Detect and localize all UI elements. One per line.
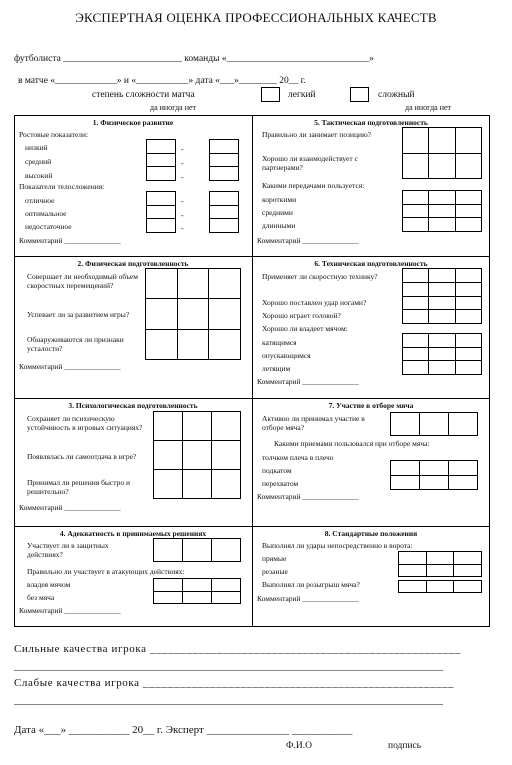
s5-q2: Хорошо ли взаимодействует с партнерами? (262, 154, 358, 173)
s2-q3: Обнаруживаются ли признаки усталости? (27, 335, 124, 354)
growth-dash-3: - (181, 173, 184, 182)
body-excellent: отличное (25, 196, 55, 205)
body-dash-3: - (181, 224, 184, 233)
s6-sub-dropping: опускающимся (262, 351, 311, 360)
player-team-line[interactable]: футболиста _________________________ команды «______________________________» (14, 54, 374, 64)
body-dash-1: - (181, 197, 184, 206)
form-column-divider (252, 115, 253, 627)
s2-q2: Успевает ли за развитием игры? (27, 310, 130, 319)
body-optimal: оптимальное (25, 209, 67, 218)
scale-left: да иногда нет (150, 103, 197, 112)
light-checkbox[interactable] (261, 87, 280, 102)
date-expert-line[interactable]: Дата «___» ___________ 20__ г. Эксперт _______________ ___________ (14, 724, 353, 736)
s2-q1: Совершает ли необходимый объем скоростных перемещений? (27, 272, 139, 291)
s7-q2: Какими приемами пользовался при отборе мяча: (274, 439, 430, 448)
body-dash-2: - (181, 211, 184, 220)
s7-sub-intercept: перехватом (262, 479, 299, 488)
body-grid-right[interactable] (209, 191, 239, 233)
hard-checkbox[interactable] (350, 87, 369, 102)
s4-sub-with-ball: владея мячом (27, 580, 71, 589)
section-5-comment[interactable]: Комментарий _______________ (257, 236, 359, 245)
section-7-title: 7. Участие в отборе мяча (328, 401, 414, 410)
s4-grid-bottom[interactable] (153, 578, 241, 604)
section-2-title: 2. Физическая подготовленность (77, 259, 189, 268)
section-3-comment[interactable]: Комментарий _______________ (19, 503, 121, 512)
s5-grid-bottom[interactable] (402, 190, 482, 232)
row-divider-3 (14, 526, 490, 527)
fio-label: Ф.И.О (286, 741, 312, 751)
hard-label: сложный (378, 90, 415, 100)
s7-sub-shoulder: толчком плеча в плечо (262, 453, 334, 462)
match-date-line[interactable]: в матче «_____________» и «___________» дата «___»________ 20__ г. (18, 76, 306, 86)
s5-q3: Какими передачами пользуется: (262, 181, 365, 190)
section-2-comment[interactable]: Комментарий _______________ (19, 362, 121, 371)
section-1-comment[interactable]: Комментарий _______________ (19, 236, 121, 245)
s6-grid-bottom[interactable] (402, 333, 482, 375)
section-4-title: 4. Адекватность в принимаемых решениях (59, 529, 207, 538)
s6-q3: Хорошо играет головой? (262, 311, 341, 320)
s5-sub-short: короткими (262, 195, 297, 204)
s6-q4: Хорошо ли владеет мячом: (262, 324, 348, 333)
s2-grid[interactable] (145, 268, 241, 360)
growth-low: низкий (25, 143, 48, 152)
weak-qualities-line[interactable]: Слабые качества игрока ___________________________________________________ (14, 677, 455, 689)
s3-q2: Появлялась ли самоотдача в игре? (27, 452, 137, 461)
s6-q1: Применяет ли скоростную технику? (262, 272, 378, 281)
s4-grid-top[interactable] (153, 538, 241, 562)
s5-sub-long: длинными (262, 221, 296, 230)
body-insufficient: недостаточное (25, 222, 72, 231)
s7-grid-bottom[interactable] (390, 460, 478, 490)
row-divider-2 (14, 398, 490, 399)
s8-sub-curved: резаные (262, 567, 288, 576)
body-grid-left[interactable] (146, 191, 176, 233)
growth-high: высокий (25, 171, 53, 180)
light-label: легкий (288, 90, 316, 100)
s8-q2: Выполнял ли розыгрыш мяча? (262, 580, 360, 589)
growth-title: Ростовые показатели: (19, 130, 89, 139)
s5-q1: Правильно ли занимает позицию? (262, 130, 372, 139)
s3-grid[interactable] (153, 411, 241, 499)
s6-grid-top[interactable] (402, 268, 482, 324)
growth-grid-right[interactable] (209, 139, 239, 181)
section-5-title: 5. Тактическая подготовленность (314, 118, 428, 127)
section-4-comment[interactable]: Комментарий _______________ (19, 606, 121, 615)
s4-q1: Участвует ли в защитных действиях? (27, 541, 109, 560)
s8-sub-straight: прямые (262, 554, 287, 563)
s3-q3: Принимал ли решения быстро и решительно? (27, 478, 131, 497)
s5-grid-top[interactable] (402, 127, 482, 179)
body-title: Показатели телосложения: (19, 182, 105, 191)
row-divider-1 (14, 256, 490, 257)
blank-line-1[interactable]: ______________________________________________________________________________ (14, 660, 443, 672)
s4-q2: Правильно ли участвует в атакующих действиях: (27, 567, 185, 576)
growth-mid: средний (25, 157, 52, 166)
section-7-comment[interactable]: Комментарий _______________ (257, 492, 359, 501)
section-3-title: 3. Психологическая подготовленность (68, 401, 198, 410)
s8-grid-shots[interactable] (398, 551, 482, 577)
s8-grid-play[interactable] (398, 580, 482, 593)
section-1-title: 1. Физическое развитие (92, 118, 174, 127)
growth-dash-2: - (181, 159, 184, 168)
section-6-title: 6. Техническая подготовленность (314, 259, 428, 268)
signature-label: подпись (388, 741, 422, 751)
s6-q2: Хорошо поставлен удар ногами? (262, 298, 367, 307)
s6-sub-flying: летящим (262, 364, 291, 373)
s5-sub-medium: средними (262, 208, 293, 217)
s7-q1: Активно ли принимал участие в отборе мяча? (262, 414, 365, 433)
scale-right: да иногда нет (405, 103, 452, 112)
section-8-comment[interactable]: Комментарий _______________ (257, 594, 359, 603)
s3-q1: Сохраняет ли психическую устойчивость в игровых ситуациях? (27, 414, 143, 433)
s7-grid-top[interactable] (390, 412, 478, 436)
growth-dash-1: - (181, 145, 184, 154)
s7-sub-tackle: подкатом (262, 466, 292, 475)
growth-grid-left[interactable] (146, 139, 176, 181)
s8-q1: Выполнял ли удары непосредственно в ворота: (262, 541, 413, 550)
blank-line-2[interactable]: ______________________________________________________________________________ (14, 694, 443, 706)
s4-sub-without-ball: без мяча (27, 593, 55, 602)
section-8-title: 8. Стандартные положения (324, 529, 418, 538)
difficulty-label: степень сложности матча (92, 90, 195, 100)
section-6-comment[interactable]: Комментарий _______________ (257, 377, 359, 386)
s6-sub-rolling: катящимся (262, 338, 297, 347)
page-title: ЭКСПЕРТНАЯ ОЦЕНКА ПРОФЕССИОНАЛЬНЫХ КАЧЕСТВ (75, 10, 437, 25)
strong-qualities-line[interactable]: Сильные качества игрока ___________________________________________________ (14, 643, 462, 655)
